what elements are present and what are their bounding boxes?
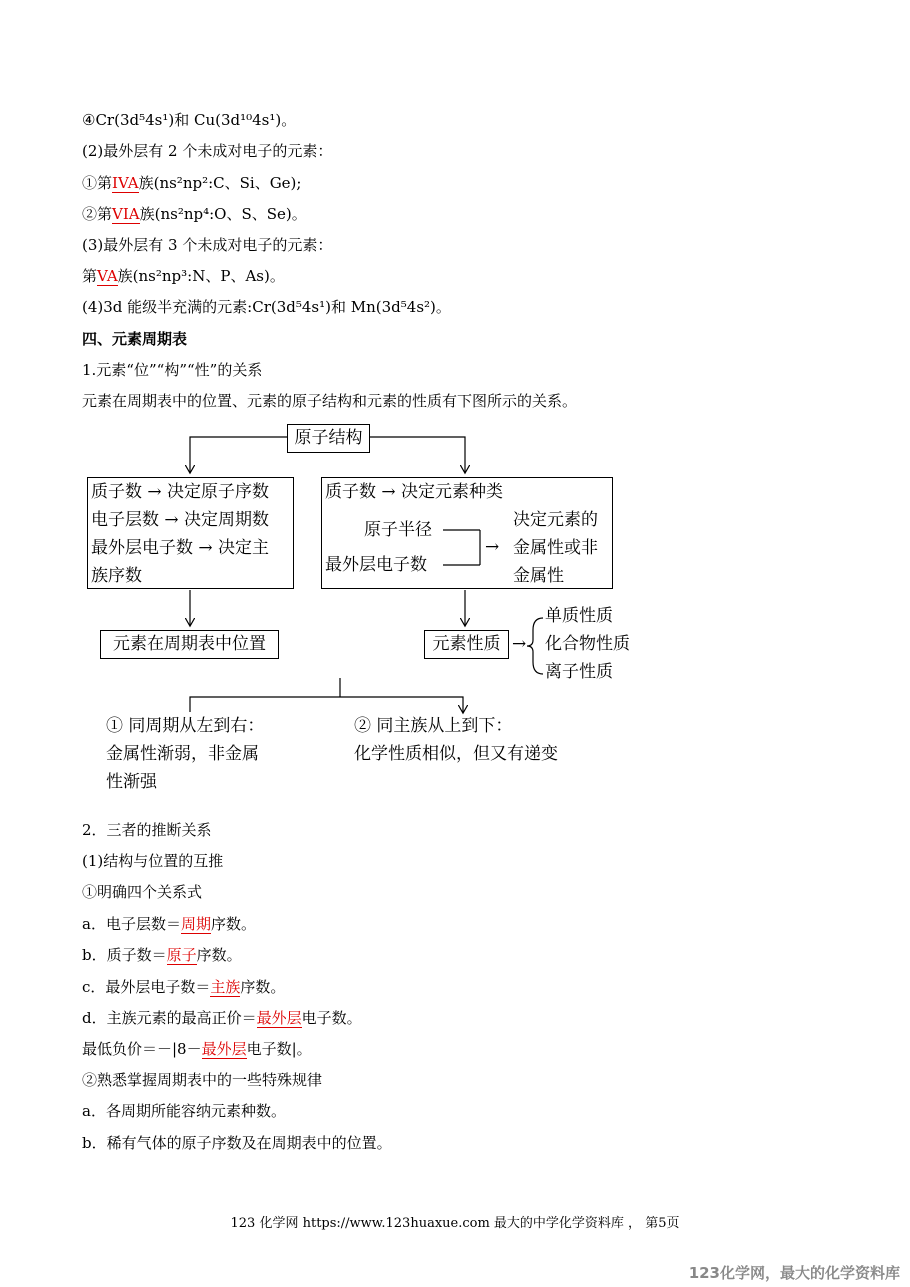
text: d．主族元素的最高正价＝: [82, 1009, 257, 1027]
line: [82, 945, 242, 965]
right-box: [321, 477, 613, 589]
text: 族(ns²np³:N、P、As)。: [117, 267, 285, 285]
property-item: 离子性质: [545, 662, 613, 682]
answer: 最外层: [201, 1040, 247, 1058]
box-label: 元素在周期表中位置: [113, 634, 266, 654]
rule-text: ② 同主族从上到下：: [354, 716, 513, 736]
text: ②第: [82, 205, 113, 223]
line: b．稀有气体的原子序数及在周期表中的位置。: [82, 1134, 392, 1152]
answer: 主族: [210, 978, 241, 996]
rule-text: 性渐强: [106, 772, 157, 792]
line: 1.元素“位”“构”“性”的关系: [82, 361, 263, 379]
text: 序数。: [240, 978, 286, 996]
watermark: 123化学网，最大的化学资料库: [688, 1264, 900, 1282]
answer: 原子: [166, 946, 197, 964]
box-text: 质子数 → 决定元素种类: [325, 482, 504, 502]
line: a．各周期所能容纳元素种数。: [82, 1102, 286, 1120]
text: b．质子数＝: [82, 946, 167, 964]
box-text: 最外层电子数 → 决定主: [91, 538, 270, 558]
text: 族(ns²np²:C、Si、Ge);: [138, 174, 302, 192]
answer: VA: [97, 267, 118, 285]
box-text: 金属性: [513, 566, 564, 586]
rule-text: ① 同周期从左到右：: [106, 716, 265, 736]
box-text: 族序数: [91, 566, 142, 586]
rule-text: 金属性渐弱，非金属: [106, 744, 259, 764]
line: [82, 1008, 362, 1028]
text: 序数。: [196, 946, 242, 964]
property-item: 化合物性质: [545, 634, 630, 654]
text: 第: [82, 267, 98, 285]
text: ①第: [82, 174, 113, 192]
line: ②熟悉掌握周期表中的一些特殊规律: [82, 1071, 323, 1089]
answer: IVA: [112, 174, 139, 192]
section-heading: 四、元素周期表: [82, 330, 188, 348]
left-box: [87, 477, 294, 589]
arrow: →: [512, 634, 527, 654]
answer: VIA: [112, 205, 140, 223]
answer: 最外层: [256, 1009, 302, 1027]
position-box: [100, 630, 279, 659]
text: 最低负价＝－|8－: [82, 1040, 202, 1058]
box-text: 原子半径: [364, 520, 432, 540]
text: 序数。: [210, 915, 256, 933]
box-label: 原子结构: [294, 428, 363, 448]
box-text: 最外层电子数: [325, 555, 427, 575]
text: a．电子层数＝: [82, 915, 181, 933]
rule-text: 化学性质相似，但又有递变: [354, 744, 558, 764]
box-text: 电子层数 → 决定周期数: [91, 510, 270, 530]
line: 元素在周期表中的位置、元素的原子结构和元素的性质有下图所示的关系。: [82, 392, 578, 410]
line: (4)3d 能级半充满的元素:Cr(3d⁵4s¹)和 Mn(3d⁵4s²)。: [82, 298, 451, 316]
property-box: [424, 630, 509, 659]
line: [82, 1039, 312, 1059]
text: 电子数|。: [246, 1040, 312, 1058]
line: (3)最外层有 3 个未成对电子的元素：: [82, 236, 333, 254]
line: (2)最外层有 2 个未成对电子的元素：: [82, 142, 333, 160]
line: ①明确四个关系式: [82, 883, 203, 901]
box-label: 元素性质: [432, 634, 501, 654]
line: [82, 977, 285, 997]
arrow: →: [485, 537, 500, 557]
top-box: [287, 424, 370, 453]
line: 2．三者的推断关系: [82, 821, 212, 839]
property-item: 单质性质: [545, 606, 613, 626]
box-text: 质子数 → 决定原子序数: [91, 482, 270, 502]
line: (1)结构与位置的互推: [82, 852, 224, 870]
text: c．最外层电子数＝: [82, 978, 211, 996]
line: ④Cr(3d⁵4s¹)和 Cu(3d¹⁰4s¹)。: [82, 111, 297, 129]
answer: 周期: [180, 915, 211, 933]
text: 电子数。: [301, 1009, 362, 1027]
text: 族(ns²np⁴:O、S、Se)。: [139, 205, 307, 223]
box-text: 决定元素的: [513, 510, 598, 530]
page-footer: 123 化学网 https://www.123huaxue.com 最大的中学化学资料库 ， 第5页: [230, 1216, 680, 1231]
line: [82, 914, 256, 934]
box-text: 金属性或非: [513, 538, 598, 558]
